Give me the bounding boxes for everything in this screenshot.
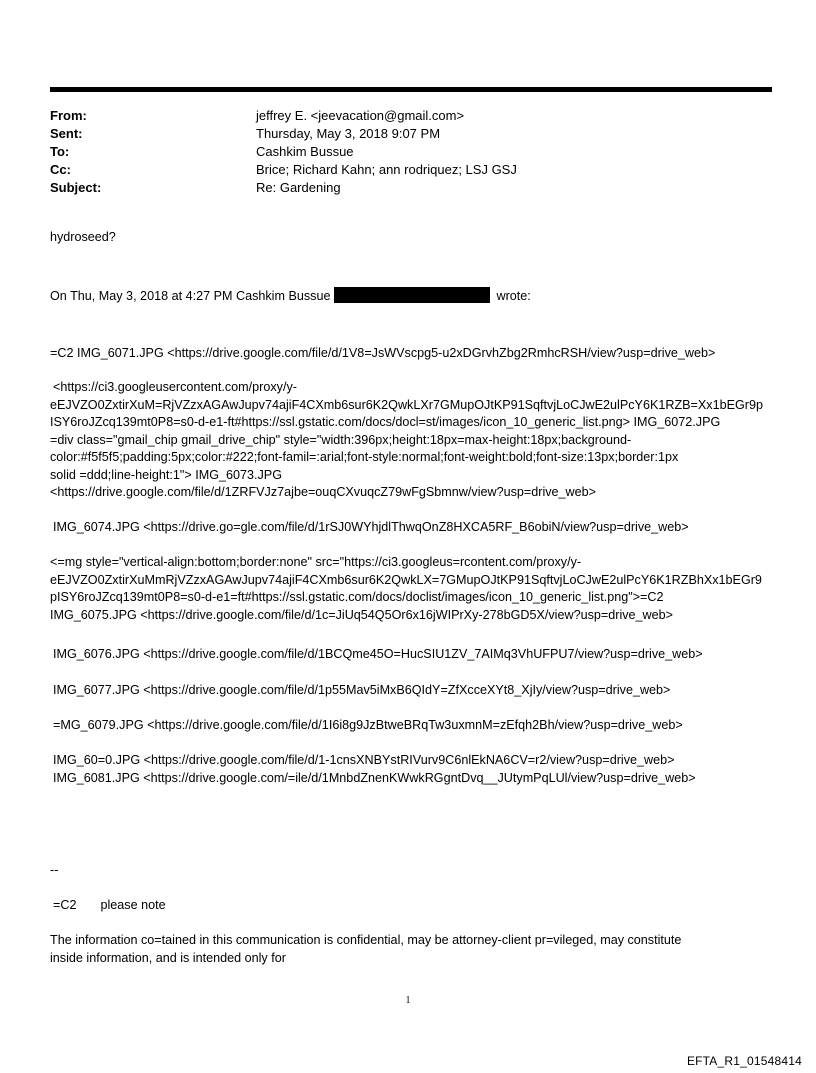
to-value: Cashkim Bussue [256, 144, 354, 159]
quoted-line: eEJVZO0ZxtirXuM=RjVZzxAGAwJupv74ajiF4CXmb6sur6K2QwkLXr7GMupOJtKP91SqftvjLoCJwE2ulPcY6K1RZB=Xx1bEGr9p [50, 398, 763, 412]
cc-label: Cc: [50, 162, 71, 177]
quote-intro-before: On Thu, May 3, 2018 at 4:27 PM Cashkim Bussue [50, 289, 331, 303]
redaction-box [334, 287, 490, 303]
page-number: 1 [405, 995, 411, 1006]
cc-row [50, 161, 517, 179]
sent-value: Thursday, May 3, 2018 9:07 PM [256, 126, 441, 141]
header-rule [50, 87, 772, 92]
quoted-line: IMG_6077.JPG <https://drive.google.com/file/d/1p55Mav5iMxB6QIdY=ZfXcceXYt8_XjIy/view?usp=drive_web> [53, 683, 671, 697]
quoted-line: <https://drive.google.com/file/d/1ZRFVJz7ajbe=ouqCXvuqcZ79wFgSbmnw/view?usp=drive_web> [50, 485, 597, 499]
note-prefix: =C2 [53, 898, 77, 912]
note-line [53, 897, 166, 915]
quoted-line: color:#f5f5f5;padding:5px;color:#222;font-famil=:arial;font-style:normal;font-weight:bold;font-size:13px;border:1px [50, 450, 679, 464]
subject-value: Re: Gardening [256, 180, 341, 195]
to-row [50, 143, 517, 161]
from-label: From: [50, 108, 87, 123]
sent-row [50, 125, 517, 143]
quoted-line: IMG_6074.JPG <https://drive.go=gle.com/file/d/1rSJ0WYhjdlThwqOnZ8HXCA5RF_B6obiN/view?usp=drive_web> [53, 520, 689, 534]
quoted-line: =C2 IMG_6071.JPG <https://drive.google.com/file/d/1V8=JsWVscpg5-u2xDGrvhZbg2RmhcRSH/view?usp=drive_web> [50, 346, 716, 360]
quote-intro-after: wrote: [496, 289, 531, 303]
to-label: To: [50, 144, 70, 159]
bates-number: EFTA_R1_01548414 [686, 1054, 802, 1068]
quoted-line: =MG_6079.JPG <https://drive.google.com/file/d/1I6i8g9JzBtweBRqTw3uxmnM=zEfqh2Bh/view?usp=drive_web> [53, 718, 683, 732]
from-row [50, 107, 517, 125]
confidential-line-2: inside information, and is intended only for [50, 951, 286, 965]
reply-text: hydroseed? [50, 230, 116, 244]
subject-row [50, 179, 517, 197]
quoted-line: ISY6roJZcq139mt0P8=s0-d-e1-ft#https://ssl.gstatic.com/docs/docl=st/images/icon_10_generic_list.png> IMG_6072.JPG [50, 415, 721, 429]
quoted-line: pISY6roJZcq139mt0P8=s0-d-e1=ft#https://ssl.gstatic.com/docs/doclist/images/icon_10_generic_list.png">=C2 [50, 590, 664, 604]
quoted-line: =div class="gmail_chip gmail_drive_chip" style="width:396px;height:18px=max-height:18px;background- [50, 433, 632, 447]
quoted-line: IMG_6075.JPG <https://drive.google.com/file/d/1c=JiUq54Q5Or6x16jWIPrXy-278bGD5X/view?usp=drive_web> [50, 608, 674, 622]
quoted-line: <https://ci3.googleusercontent.com/proxy/y- [53, 380, 297, 394]
quoted-line: solid =ddd;line-height:1"> IMG_6073.JPG [50, 468, 283, 482]
note-text: please note [100, 898, 166, 912]
quoted-line: <=mg style="vertical-align:bottom;border:none" src="https://ci3.googleus=rcontent.com/proxy/y- [50, 555, 582, 569]
subject-label: Subject: [50, 180, 102, 195]
from-value: jeffrey E. <jeevacation@gmail.com> [256, 108, 465, 123]
email-header [50, 107, 517, 197]
quoted-line: IMG_60=0.JPG <https://drive.google.com/file/d/1-1cnsXNBYstRIVurv9C6nlEkNA6CV=r2/view?usp=drive_web> [53, 753, 675, 767]
sent-label: Sent: [50, 126, 83, 141]
quote-intro [50, 287, 531, 306]
quoted-line: eEJVZO0ZxtirXuMmRjVZzxAGAwJupv74ajiF4CXmb6sur6K2QwkLX=7GMupOJtKP91SqftvjLoCJwE2ulPcY6K1RZBhXx1bEGr9 [50, 573, 762, 587]
confidential-line-1: The information co=tained in this communication is confidential, may be attorney-client pr=vileged, may constitute [50, 933, 682, 947]
quoted-line: IMG_6076.JPG <https://drive.google.com/file/d/1BCQme45O=HucSIU1ZV_7AIMq3VhUFPU7/view?usp=drive_web> [53, 647, 703, 661]
cc-value: Brice; Richard Kahn; ann rodriquez; LSJ GSJ [256, 162, 517, 177]
signature-dashes: -- [50, 863, 59, 877]
quoted-line: IMG_6081.JPG <https://drive.google.com/=ile/d/1MnbdZnenKWwkRGgntDvq__JUtymPqLUl/view?usp=drive_web> [53, 771, 696, 785]
